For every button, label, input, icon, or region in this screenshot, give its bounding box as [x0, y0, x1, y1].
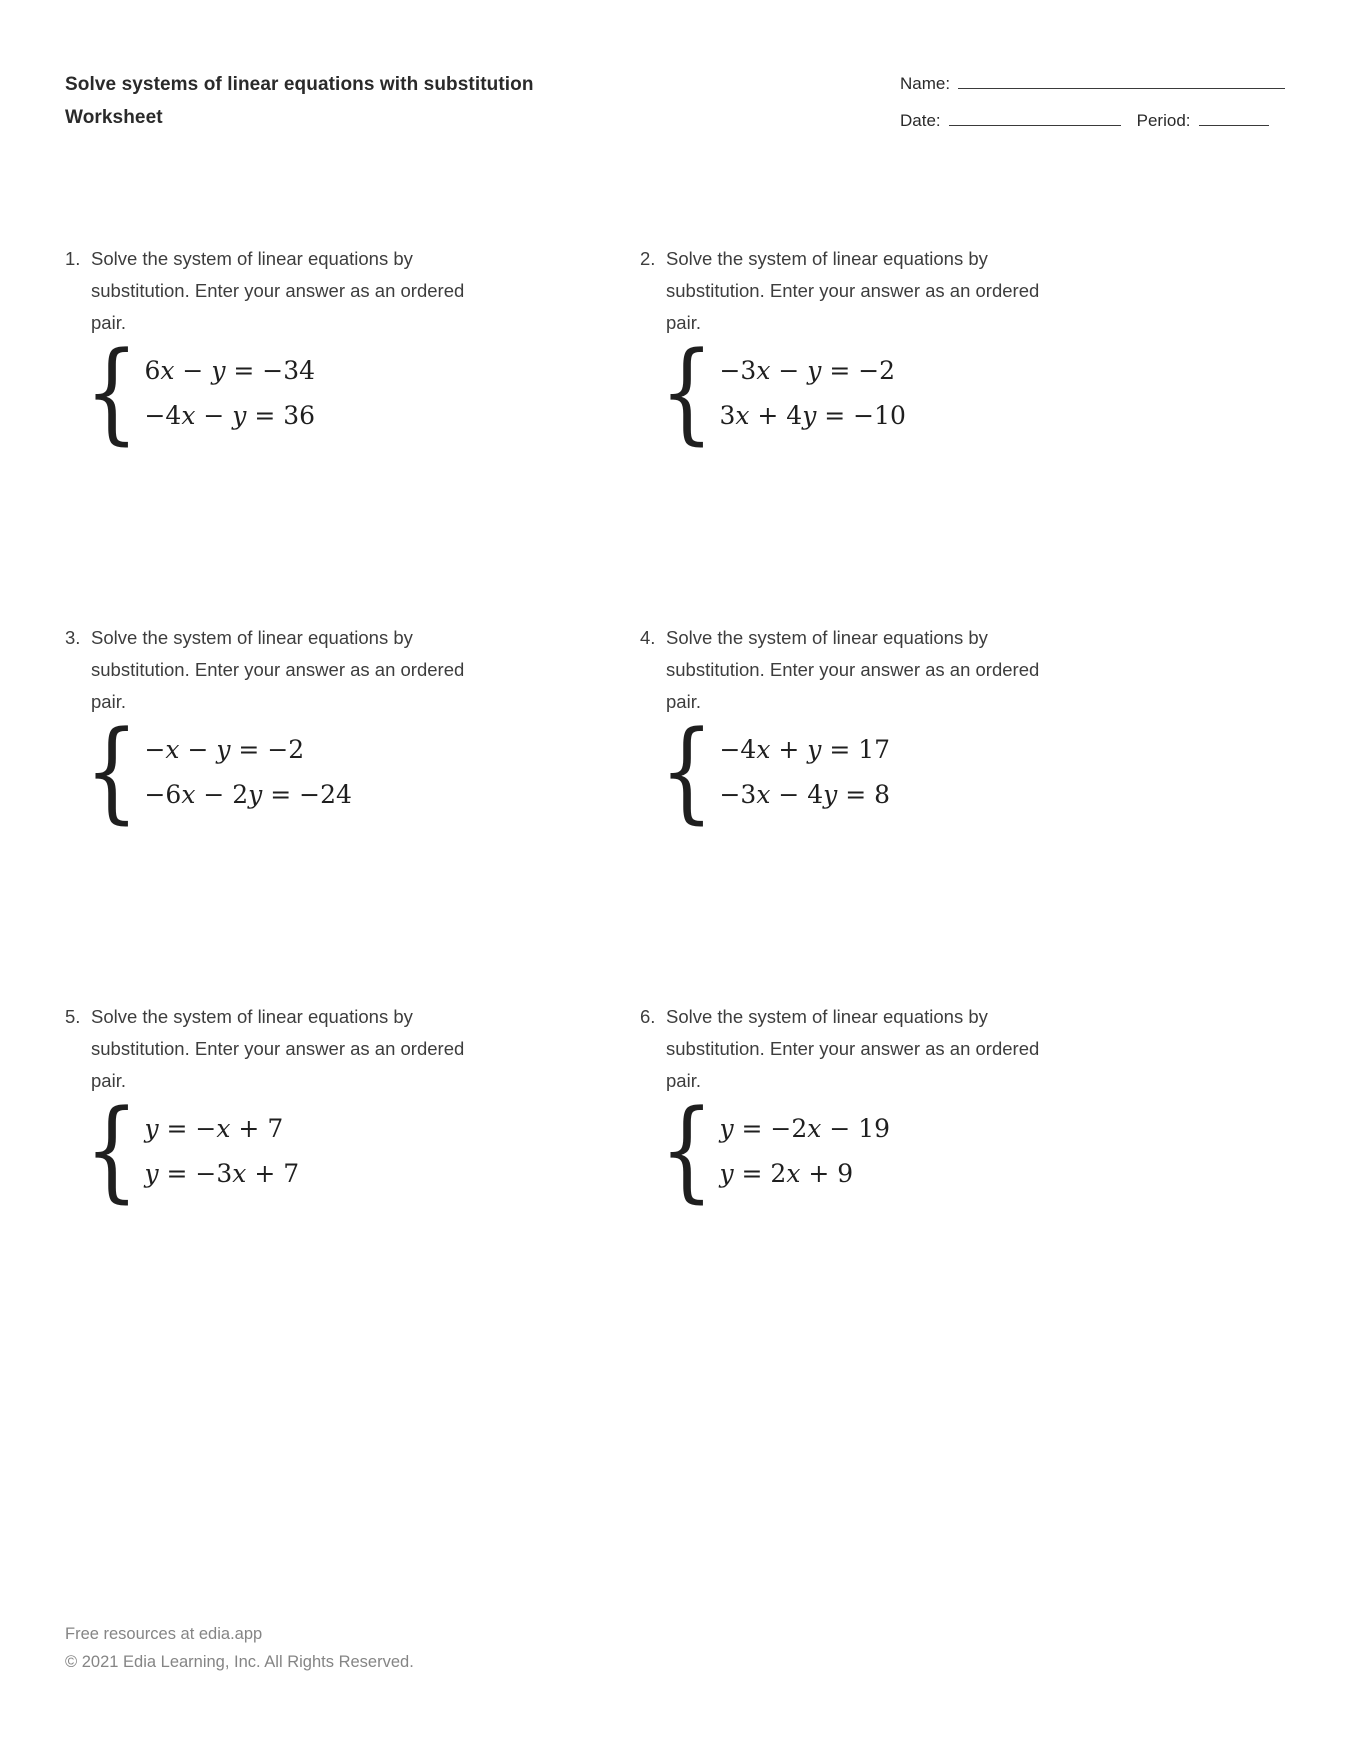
equation-line-1: −x − y = −2 [144, 735, 305, 764]
problem-5-head [65, 1001, 640, 1097]
problem-4 [640, 622, 1220, 1001]
name-label: Name: [900, 74, 951, 93]
problem-6 [640, 1001, 1220, 1380]
student-info-fields [900, 68, 1285, 148]
problem-2 [640, 243, 1220, 622]
prompt-line: pair. [91, 1070, 126, 1091]
problem-prompt [91, 1001, 464, 1097]
equation-system [660, 328, 1220, 456]
prompt-line: Solve the system of linear equations by [666, 627, 988, 648]
system-brace: { [660, 328, 714, 456]
problem-2-head [640, 243, 1220, 339]
prompt-line: substitution. Enter your answer as an ordered [666, 1038, 1040, 1059]
prompt-line: substitution. Enter your answer as an ordered [91, 1038, 465, 1059]
prompt-line: pair. [666, 691, 701, 712]
system-equations [144, 725, 351, 817]
date-blank-line [949, 111, 1121, 126]
system-brace: { [85, 328, 139, 456]
system-equations [144, 1104, 299, 1196]
date-period-field-row [900, 111, 1285, 131]
problem-number: 1. [65, 248, 81, 269]
equation-system [660, 1086, 1220, 1214]
problem-number: 3. [65, 627, 81, 648]
problem-6-head [640, 1001, 1220, 1097]
prompt-line: substitution. Enter your answer as an ordered [666, 280, 1040, 301]
name-field-row [900, 74, 1285, 94]
date-label: Date: [900, 111, 941, 130]
problem-prompt [91, 622, 464, 718]
equation-line-1: 6x − y = −34 [144, 356, 316, 385]
equation-line-2: 3x + 4y = −10 [719, 401, 906, 430]
problem-number: 5. [65, 1006, 81, 1027]
equation-system [85, 328, 640, 456]
system-equations [719, 1104, 890, 1196]
problem-prompt [666, 622, 1039, 718]
name-blank-line [958, 74, 1285, 89]
system-brace: { [85, 707, 139, 835]
worksheet-header [0, 0, 1350, 148]
equation-line-1: y = −2x − 19 [719, 1114, 891, 1143]
system-brace: { [85, 1086, 139, 1214]
prompt-line: Solve the system of linear equations by [91, 627, 413, 648]
system-equations [719, 725, 890, 817]
equation-line-2: −3x − 4y = 8 [719, 780, 891, 809]
equation-system [85, 707, 640, 835]
prompt-line: substitution. Enter your answer as an ordered [91, 659, 465, 680]
system-equations [144, 346, 315, 438]
system-brace: { [660, 1086, 714, 1214]
worksheet-title [65, 68, 534, 148]
problem-number: 2. [640, 248, 656, 269]
prompt-line: pair. [666, 312, 701, 333]
problem-5 [65, 1001, 640, 1380]
equation-line-2: −6x − 2y = −24 [144, 780, 352, 809]
footer-resources-text: Free resources at edia.app [65, 1625, 263, 1643]
prompt-line: substitution. Enter your answer as an ordered [91, 280, 465, 301]
worksheet-title-line-2: Worksheet [65, 107, 163, 128]
problem-1-head [65, 243, 640, 339]
prompt-line: pair. [666, 1070, 701, 1091]
problem-number: 6. [640, 1006, 656, 1027]
equation-system [660, 707, 1220, 835]
problem-prompt [91, 243, 464, 339]
prompt-line: substitution. Enter your answer as an ordered [666, 659, 1040, 680]
footer-copyright-text: © 2021 Edia Learning, Inc. All Rights Reserved. [65, 1653, 414, 1671]
problem-prompt [666, 1001, 1039, 1097]
problem-1 [65, 243, 640, 622]
problem-4-head [640, 622, 1220, 718]
prompt-line: Solve the system of linear equations by [91, 1006, 413, 1027]
system-brace: { [660, 707, 714, 835]
equation-system [85, 1086, 640, 1214]
page-footer [65, 1620, 414, 1676]
equation-line-2: y = 2x + 9 [719, 1159, 854, 1188]
period-label: Period: [1136, 111, 1191, 130]
prompt-line: pair. [91, 312, 126, 333]
problem-3-head [65, 622, 640, 718]
equation-line-1: y = −x + 7 [144, 1114, 284, 1143]
period-blank-line [1199, 111, 1269, 126]
problem-number: 4. [640, 627, 656, 648]
problems-grid [0, 243, 1350, 1380]
equation-line-2: −4x − y = 36 [144, 401, 316, 430]
worksheet-title-line-1: Solve systems of linear equations with substitution [65, 74, 534, 95]
equation-line-1: −3x − y = −2 [719, 356, 896, 385]
prompt-line: pair. [91, 691, 126, 712]
system-equations [719, 346, 906, 438]
prompt-line: Solve the system of linear equations by [91, 248, 413, 269]
equation-line-1: −4x + y = 17 [719, 735, 891, 764]
equation-line-2: y = −3x + 7 [144, 1159, 300, 1188]
prompt-line: Solve the system of linear equations by [666, 248, 988, 269]
problem-3 [65, 622, 640, 1001]
prompt-line: Solve the system of linear equations by [666, 1006, 988, 1027]
problem-prompt [666, 243, 1039, 339]
